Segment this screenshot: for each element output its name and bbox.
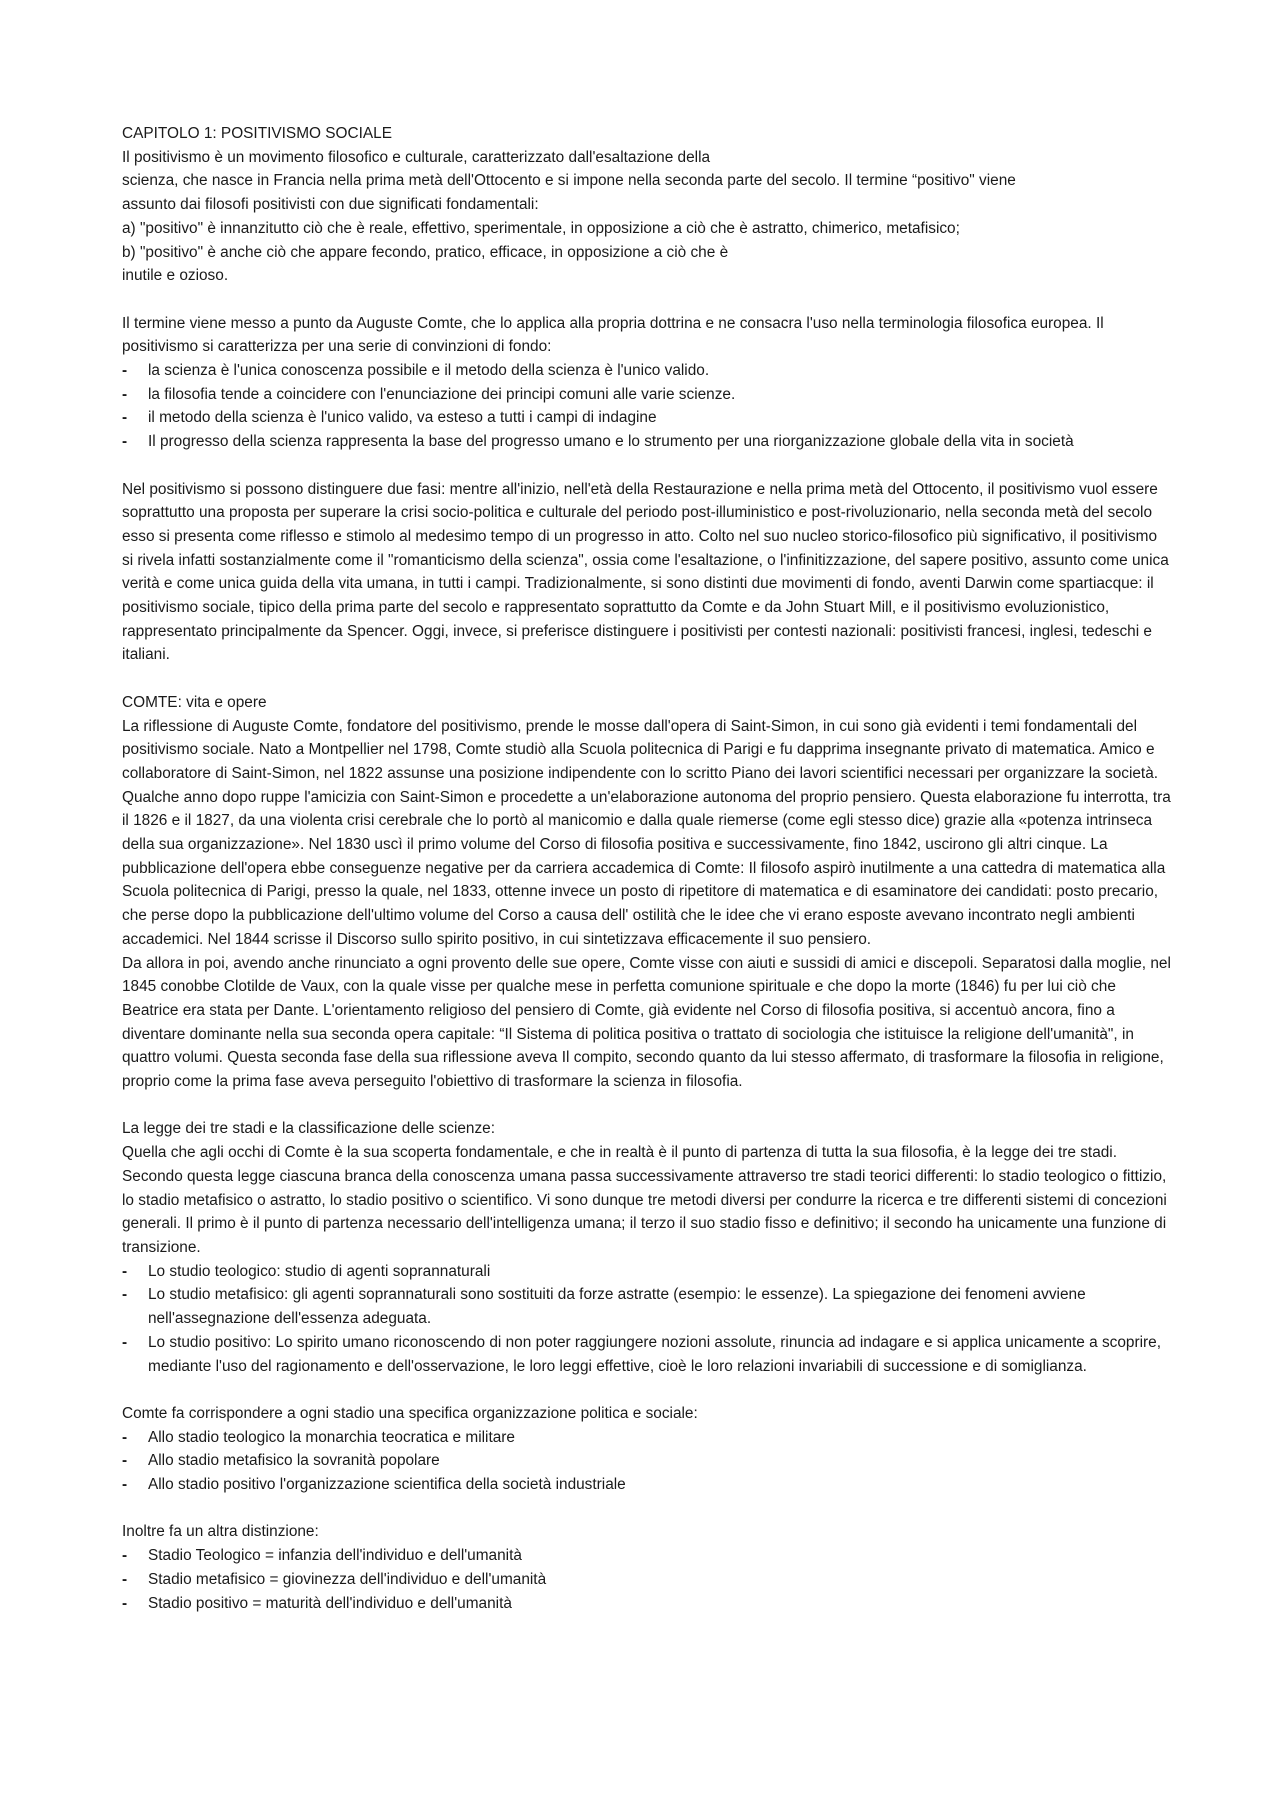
- intro-line: assunto dai filosofi positivisti con due significati fondamentali:: [122, 196, 539, 214]
- intro-line: inutile e ozioso.: [122, 267, 229, 285]
- document-page: [122, 122, 1172, 1615]
- list-item: - Lo studio positivo: Lo spirito umano riconoscendo di non poter raggiungere nozioni assolute, rinuncia ad indagare e si applica unicamente a scoprire, mediante l'uso del ragionamento e dell'osservazione, le loro leggi effettive, cioè le loro relazioni invariabili di successione e di somiglianza.: [122, 1331, 1172, 1378]
- life-paragraph: La riflessione di Auguste Comte, fondatore del positivismo, prende le mosse dall'opera di Saint-Simon, in cui sono già evidenti i temi fondamentali del positivismo sociale. Nato a Montpellier nel 1798, Comte studiò alla Scuola politecnica di Parigi e fu dapprima insegnante privato di matematica. Amico e collaboratore di Saint-Simon, nel 1822 assunse una posizione indipendente con lo scritto Piano dei lavori scientifici necessari per organizzare la società. Qualche anno dopo ruppe l'amicizia con Saint-Simon e procedette a un'elaborazione autonoma del proprio pensiero. Questa elaborazione fu interrotta, tra il 1826 e il 1827, da una violenta crisi cerebrale che lo portò al manicomio e dalla quale riemerse (come egli stesso dice) grazie alla «potenza intrinseca della sua organizzazione». Nel 1830 uscì il primo volume del Corso di filosofia positiva e successivamente, fino 1842, uscirono gli altri cinque. La pubblicazione dell'opera ebbe conseguenze negative per da carriera accademica di Comte: Il filosofo aspirò inutilmente a una cattedra di matematica alla Scuola politecnica di Parigi, presso la quale, nel 1833, ottenne invece un posto di ripetitore di matematica e di esaminatore dei candidati: posto precario, che perse dopo la pubblicazione dell'ultimo volume del Corso a causa dell' ostilità che le idee che vi erano esposte avevano incontrato negli ambienti accademici. Nel 1844 scrisse il Discorso sullo spirito positivo, in cui sintetizzava efficacemente il suo pensiero.: [122, 717, 1171, 948]
- convictions-list: [122, 359, 1172, 454]
- stages-list: [122, 1260, 1172, 1379]
- list-item: - la filosofia tende a coincidere con l'enunciazione dei principi comuni alle varie scienze.: [122, 383, 1172, 407]
- list-item: - Il progresso della scienza rappresenta la base del progresso umano e lo strumento per una riorganizzazione globale della vita in società: [122, 430, 1172, 454]
- list-item: - Allo stadio metafisico la sovranità popolare: [122, 1449, 1172, 1473]
- ages-list: [122, 1544, 1172, 1615]
- list-item: - Stadio metafisico = giovinezza dell'individuo e dell'umanità: [122, 1568, 1172, 1592]
- stages-paragraph: Quella che agli occhi di Comte è la sua scoperta fondamentale, e che in realtà è il punto di partenza di tutta la sua filosofia, è la legge dei tre stadi. Secondo questa legge ciascuna branca della conoscenza umana passa successivamente attraverso tre stadi teorici differenti: lo stadio teologico o fittizio, lo stadio metafisico o astratto, lo stadio positivo o scientifico. Vi sono dunque tre metodi diversi per condurre la ricerca e tre differenti sistemi di concezioni generali. Il primo è il punto di partenza necessario dell'intelligenza umana; il terzo il suo stadio fisso e definitivo; il secondo ha unicamente una funzione di transizione.: [122, 1144, 1167, 1256]
- section-heading-stages: La legge dei tre stadi e la classificazione delle scienze:: [122, 1120, 496, 1138]
- intro-line: a) "positivo" è innanzitutto ciò che è reale, effettivo, sperimentale, in opposizione a ciò che è astratto, chimerico, metafisico;: [122, 219, 960, 237]
- politics-intro: Comte fa corrispondere a ogni stadio una specifica organizzazione politica e sociale:: [122, 1404, 698, 1422]
- chapter-title: CAPITOLO 1: POSITIVISMO SOCIALE: [122, 125, 392, 142]
- list-item: - Allo stadio teologico la monarchia teocratica e militare: [122, 1426, 1172, 1450]
- intro-line: b) "positivo" è anche ciò che appare fecondo, pratico, efficace, in opposizione a ciò che è: [122, 243, 729, 261]
- list-item: - Stadio Teologico = infanzia dell'individuo e dell'umanità: [122, 1544, 1172, 1568]
- intro-line: scienza, che nasce in Francia nella prima metà dell'Ottocento e si impone nella seconda parte del secolo. Il termine “positivo" viene: [122, 172, 1016, 190]
- comte-paragraph: Il termine viene messo a punto da Auguste Comte, che lo applica alla propria dottrina e ne consacra l'uso nella terminologia filosofica europea. Il positivismo si caratterizza per una serie di convinzioni di fondo:: [122, 314, 1104, 356]
- list-item: - la scienza è l'unica conoscenza possibile e il metodo della scienza è l'unico valido.: [122, 359, 1172, 383]
- list-item: - Lo studio metafisico: gli agenti soprannaturali sono sostituiti da forze astratte (esempio: le essenze). La spiegazione dei fenomeni avviene nell'assegnazione dell'essenza adeguata.: [122, 1283, 1172, 1330]
- section-heading-life: COMTE: vita e opere: [122, 693, 267, 711]
- politics-list: [122, 1426, 1172, 1497]
- list-item: - Lo studio teologico: studio di agenti soprannaturali: [122, 1260, 1172, 1284]
- phases-paragraph: Nel positivismo si possono distinguere due fasi: mentre all'inizio, nell'età della Restaurazione e nella prima metà del Ottocento, il positivismo vuol essere soprattutto una proposta per superare la crisi socio-politica e culturale del periodo post-illuministico e post-rivoluzionario, nella seconda metà del secolo esso si presenta come riflesso e stimolo al medesimo tempo di un progresso in atto. Colto nel suo nucleo storico-filosofico più significativo, il positivismo si rivela infatti sostanzialmente come il "romanticismo della scienza", ossia come l'esaltazione, o l'infinitizzazione, del sapere positivo, assunto come unica verità e come unica guida della vita umana, in tutti i campi. Tradizionalmente, si sono distinti due movimenti di fondo, aventi Darwin come spartiacque: il positivismo sociale, tipico della prima parte del secolo e rappresentato soprattutto da Comte e da John Stuart Mill, e il positivismo evoluzionistico, rappresentato principalmente da Spencer. Oggi, invece, si preferisce distinguere i positivisti per contesti nazionali: positivisti francesi, inglesi, tedeschi e italiani.: [122, 480, 1169, 664]
- list-item: - Stadio positivo = maturità dell'individuo e dell'umanità: [122, 1592, 1172, 1616]
- list-item: - Allo stadio positivo l'organizzazione scientifica della società industriale: [122, 1473, 1172, 1497]
- intro-line: Il positivismo è un movimento filosofico e culturale, caratterizzato dall'esaltazione della: [122, 148, 711, 166]
- list-item: - il metodo della scienza è l'unico valido, va esteso a tutti i campi di indagine: [122, 406, 1172, 430]
- ages-intro: Inoltre fa un altra distinzione:: [122, 1523, 319, 1541]
- life-paragraph: Da allora in poi, avendo anche rinunciato a ogni provento delle sue opere, Comte visse con aiuti e sussidi di amici e discepoli. Separatosi dalla moglie, nel 1845 conobbe Clotilde de Vaux, con la quale visse per qualche mese in perfetta comunione spirituale e che dopo la morte (1846) fu per lui ciò che Beatrice era stata per Dante. L'orientamento religioso del pensiero di Comte, già evidente nel Corso di filosofia positiva, si accentuò ancora, fino a diventare dominante nella sua seconda opera capitale: “Il Sistema di politica positiva o trattato di sociologia che istituisce la religione dell'umanità", in quattro volumi. Questa seconda fase della sua riflessione aveva Il compito, secondo quanto da lui stesso affermato, di trasformare la filosofia in religione, proprio come la prima fase aveva perseguito l'obiettivo di trasformare la scienza in filosofia.: [122, 954, 1171, 1091]
